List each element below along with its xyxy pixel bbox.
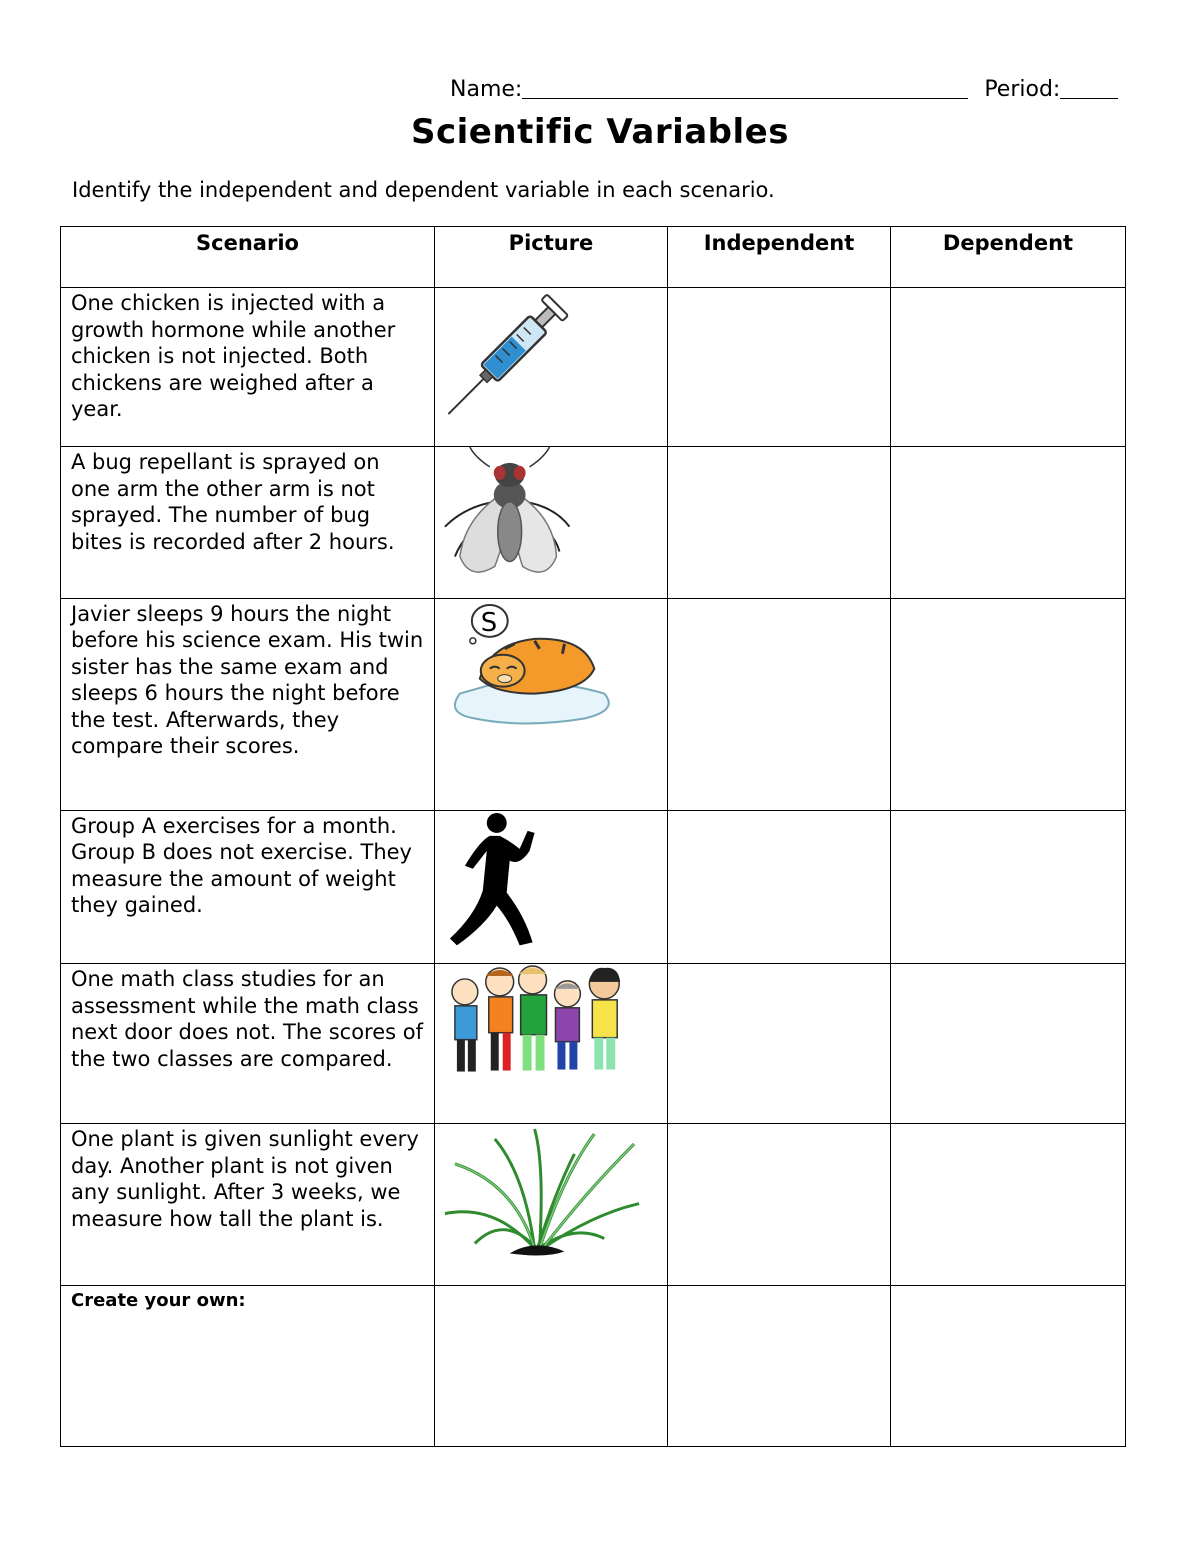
table-row <box>61 288 1126 447</box>
period-blank[interactable] <box>1060 76 1118 99</box>
period-label: Period: <box>984 77 1061 102</box>
table-row <box>61 598 1126 810</box>
table-row <box>61 1124 1126 1285</box>
dependent-answer-cell[interactable] <box>891 964 1126 1124</box>
header-picture: Picture <box>435 227 668 288</box>
independent-answer-cell[interactable] <box>668 447 891 598</box>
picture-cell <box>435 288 668 447</box>
scenario-text: Javier sleeps 9 hours the night before his science exam. His twin sister has the same exam and sleeps 6 hours the night before the test. Afterwards, they compare their scores. <box>61 598 435 810</box>
table-row <box>61 964 1126 1124</box>
sleeping-cat-icon <box>435 599 667 810</box>
fly-icon <box>435 447 667 597</box>
instructions: Identify the independent and dependent variable in each scenario. <box>72 178 775 202</box>
scenario-text: One math class studies for an assessment while the math class next door does not. The scores of the two classes are compared. <box>61 964 435 1124</box>
table-row <box>61 1285 1126 1446</box>
dependent-answer-cell[interactable] <box>891 1285 1126 1446</box>
name-blank[interactable] <box>522 76 968 99</box>
scenario-text: One chicken is injected with a growth hormone while another chicken is not injected. Both chickens are weighed after a year. <box>61 288 435 447</box>
independent-answer-cell[interactable] <box>668 1285 891 1446</box>
create-your-own-label[interactable]: Create your own: <box>61 1285 435 1446</box>
picture-cell <box>435 964 668 1124</box>
picture-cell <box>435 598 668 810</box>
dependent-answer-cell[interactable] <box>891 1124 1126 1285</box>
dependent-answer-cell[interactable] <box>891 447 1126 598</box>
dependent-answer-cell[interactable] <box>891 288 1126 447</box>
dependent-answer-cell[interactable] <box>891 598 1126 810</box>
dependent-answer-cell[interactable] <box>891 810 1126 963</box>
independent-answer-cell[interactable] <box>668 598 891 810</box>
page-title: Scientific Variables <box>411 112 789 152</box>
picture-cell <box>435 810 668 963</box>
table-header-row <box>61 227 1126 288</box>
header-dependent: Dependent <box>891 227 1126 288</box>
variables-table <box>60 226 1126 1447</box>
syringe-icon <box>435 288 667 446</box>
table-row <box>61 447 1126 598</box>
name-label: Name: <box>450 77 523 102</box>
header-independent: Independent <box>668 227 891 288</box>
scenario-text: A bug repellant is sprayed on one arm the other arm is not sprayed. The number of bug bites is recorded after 2 hours. <box>61 447 435 598</box>
children-group-icon <box>435 964 667 1123</box>
header-scenario: Scenario <box>61 227 435 288</box>
picture-cell <box>435 1124 668 1285</box>
name-period-line <box>450 70 1140 102</box>
picture-cell <box>435 447 668 598</box>
table-row <box>61 810 1126 963</box>
independent-answer-cell[interactable] <box>668 964 891 1124</box>
scenario-text: One plant is given sunlight every day. Another plant is not given any sunlight. After 3 weeks, we measure how tall the plant is. <box>61 1124 435 1285</box>
independent-answer-cell[interactable] <box>668 288 891 447</box>
independent-answer-cell[interactable] <box>668 1124 891 1285</box>
walking-person-icon <box>435 811 667 963</box>
picture-answer-cell[interactable] <box>435 1285 668 1446</box>
svg-text:S: S <box>480 607 498 638</box>
independent-answer-cell[interactable] <box>668 810 891 963</box>
scenario-text: Group A exercises for a month. Group B does not exercise. They measure the amount of weight they gained. <box>61 810 435 963</box>
grass-plant-icon <box>435 1124 667 1284</box>
